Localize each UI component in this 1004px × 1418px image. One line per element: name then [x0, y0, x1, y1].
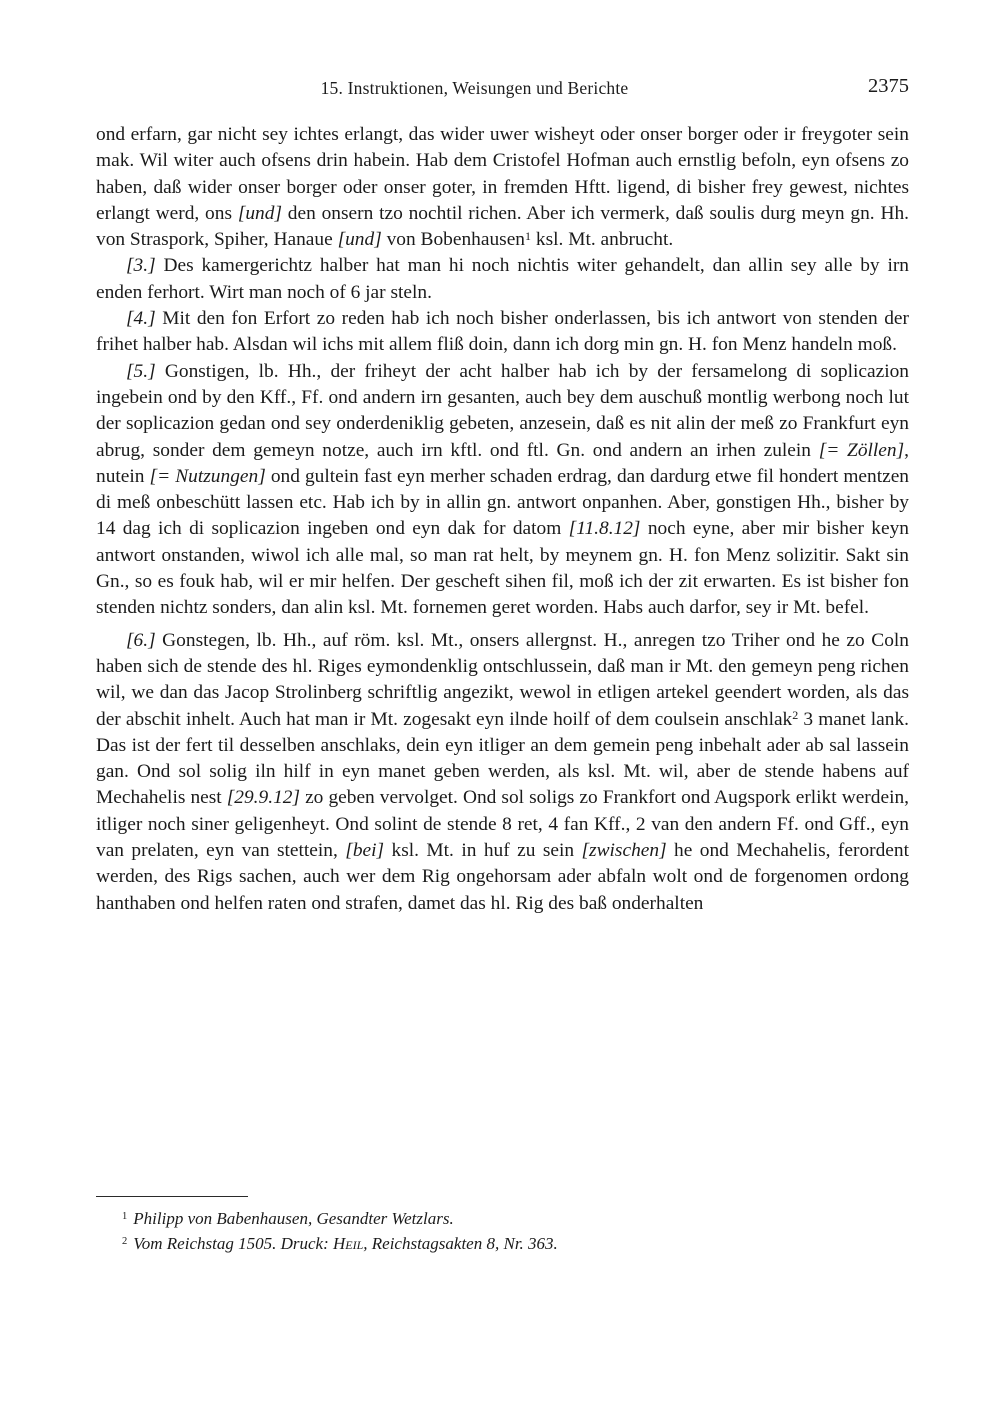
- footnote-list: [96, 1207, 909, 1256]
- running-title: 15. Instruktionen, Weisungen und Berichte: [320, 78, 629, 98]
- text-segment: ond erfarn, gar nicht sey ichtes erlangt, das wider uwer wisheyt oder onser borger oder ir freygoter sein mak. Wil witer auch ofsens drin habein. Hab dem Cristofel Hofman auch ernstlig befoln, eyn ofsens zo haben, daß wider onser borger oder onser goter, in fremden Hftt. ligend, di bisher frey gewest, nichtes erlangt werd, ons: [96, 124, 909, 224]
- footnote-number: 1: [122, 1211, 128, 1223]
- text-segment: [= Zöllen]: [818, 439, 905, 461]
- text-segment: Des kamergerichtz halber hat man hi noch nichtis witer gehandelt, dan allin sey alle by irn enden ferhort. Wirt man noch of 6 jar steln.: [96, 255, 909, 303]
- footnote-separator: [96, 1196, 248, 1197]
- text-segment: Heil: [332, 1233, 364, 1253]
- text-segment: Gonstegen, lb. Hh., auf röm. ksl. Mt., onsers allergnst. H., anregen tzo Triher ond he zo Coln haben sich de stende des hl. Riges eymondenklig ontschlussein, daß man ir Mt. den gemeyn peng richen wil, we dan das Jacop Strolinberg schriftlig angezikt, wewol in etligen artekel geendert worden, als das der abschit inhelt. Auch hat man ir Mt. zogesakt eyn ilnde hoilf of dem coulsein anschlak: [96, 629, 909, 730]
- text-segment: zo geben vervolget. Ond sol soligs zo Frankfort ond Augspork erlikt werdein, itliger noch siner geligenheyt. Ond solint de stende 8 ret, 4 fan Kff., 2 van den andern Ff. ond Gff., eyn van prelaten, eyn van stettein,: [96, 787, 909, 862]
- paragraph: [96, 122, 909, 253]
- footnote-marker: 1: [525, 228, 532, 243]
- text-segment: he ond Mechahelis, ferordent werden, des Rigs sachen, auch wer dem Rig ongehorsam ader abfaln wolt ond de forgenomen ordong hanthaben ond helfen raten ond strafen, damet das hl. Rig des baß onderhalten: [96, 840, 909, 914]
- text-segment: [6.]: [126, 629, 156, 651]
- text-segment: von Bobenhausen: [381, 229, 526, 251]
- text-segment: [bei]: [345, 840, 385, 862]
- text-segment: , nutein: [96, 439, 909, 487]
- text-segment: Mit den fon Erfort zo reden hab ich noch bisher onderlassen, bis ich antwort von stenden der frihet halber hab. Alsdan wil ichs mit allem fliß doin, dann ich dorg min gn. H. fon Menz handeln moß.: [96, 308, 909, 356]
- page-content: [96, 75, 909, 917]
- paragraph: [96, 359, 909, 622]
- text-segment: [zwischen]: [581, 840, 667, 862]
- text-segment: noch eyne, aber mir bisher keyn antwort onstanden, wiwol ich alle mal, so man rat helt, by meynem gn. H. fon Menz solizitir. Sakt sin Gn., so es fouk hab, wil er mir helfen. Der gescheft sihen fil, moß ich der zit erwarten. Es ist bisher fon stenden nichtz sonders, dan alin ksl. Mt. fornemen geret worden. Habs auch darfor, sey ir Mt. befel.: [96, 518, 909, 619]
- footnote-number: 2: [122, 1235, 128, 1247]
- text-segment: , Reichstagsakten 8, Nr. 363.: [363, 1233, 558, 1253]
- text-segment: [11.8.12]: [568, 518, 641, 540]
- page-number: 2375: [868, 75, 909, 97]
- text-segment: [und]: [237, 202, 282, 224]
- text-segment: [5.]: [126, 360, 156, 382]
- text-segment: [= Nutzungen]: [149, 465, 266, 487]
- paragraph: [96, 306, 909, 359]
- text-segment: ksl. Mt. in huf zu sein: [384, 840, 582, 862]
- body-text: [96, 122, 909, 917]
- footnote: [96, 1207, 909, 1232]
- text-segment: [29.9.12]: [226, 787, 301, 809]
- text-segment: Philipp von Babenhausen, Gesandter Wetzlars.: [133, 1209, 454, 1228]
- footnote-marker: 2: [792, 708, 799, 723]
- text-segment: [und]: [337, 229, 382, 251]
- text-segment: ksl. Mt. anbrucht.: [531, 229, 674, 251]
- text-segment: [3.]: [126, 255, 156, 277]
- page-header: [96, 75, 909, 104]
- text-segment: Gonstigen, lb. Hh., der friheyt der acht halber hab ich by der fersamelong di soplicazion ingebein ond by den Kff., Ff. ond andern irn gesanten, auch bey dem auschuß montlig werbong noch lut der soplicazion gedan ond sey onderdeniklig gebeten, anzesein, daß es nit alin der meß zo Frankfurt eyn abrug, sonder dem gemeyn notze, auch irn kftl. ond ftl. Gn. ond andern an irhen zulein: [96, 360, 909, 461]
- footnotes-section: [96, 1196, 909, 1256]
- paragraph: [96, 628, 909, 917]
- text-segment: 3 manet lank. Das ist der fert til desselben anschlaks, dein eyn itliger an dem gemein peng inbehalt ader ab sal lassein gan. Ond sol solig iln hilf in eyn manet geben werden, als ksl. Mt. wil, aber de stende habens auf Mechahelis nest: [96, 708, 909, 809]
- text-segment: ond gultein fast eyn merher schaden erdrag, dan dardurg etwe fil hondert mentzen di meß onbeschütt lassen etc. Hab ich by in allin gn. antwort onpanhen. Aber, gonstigen Hh., bisher by 14 dag ich di soplicazion ingeben ond eyn dak for datom: [96, 465, 909, 540]
- text-segment: [4.]: [126, 308, 156, 330]
- text-segment: Vom Reichstag 1505. Druck:: [133, 1233, 333, 1253]
- paragraph: [96, 253, 909, 306]
- footnote: [96, 1232, 909, 1257]
- text-segment: den onsern tzo nochtil richen. Aber ich vermerk, daß soulis durg meyn gn. Hh. von Straspork, Spiher, Hanaue: [96, 202, 909, 251]
